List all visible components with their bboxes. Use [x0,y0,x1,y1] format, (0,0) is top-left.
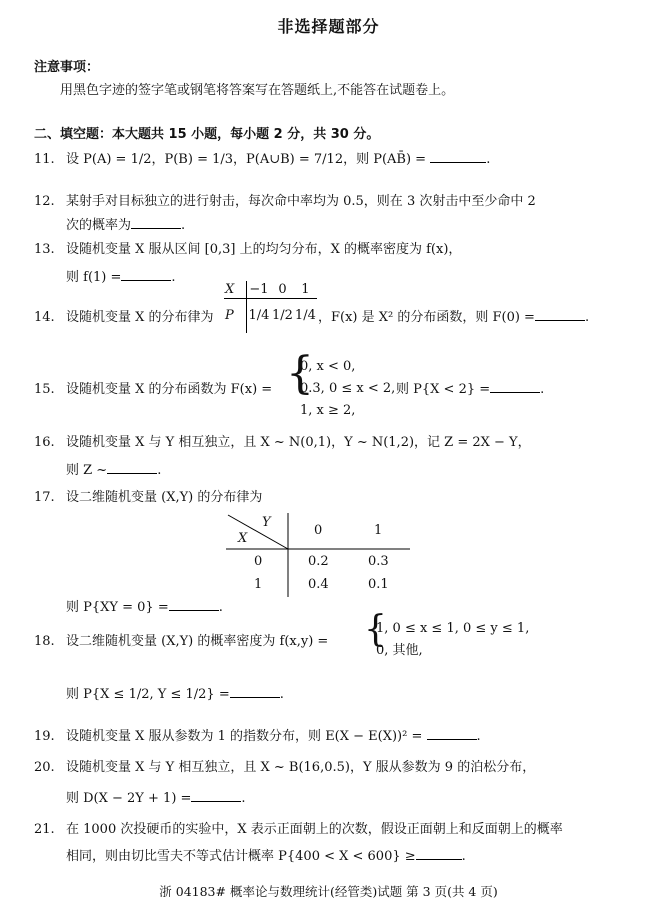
question-text: 则 Z ~ [66,463,108,478]
table-cell: 0.4 [308,577,329,592]
answer-blank [490,380,540,393]
question-text: 相同，则由切比雪夫不等式估计概率 P{400 < X < 600} ≥ [66,849,416,864]
piecewise-cases [376,618,529,662]
question-number: 19. [34,729,55,744]
page-footer: 浙 04183# 概率论与数理统计(经管类)试题 第 3 页(共 4 页) [159,884,498,899]
question-text: 设随机变量 X 与 Y 相互独立，且 X ~ N(0,1)，Y ~ N(1,2)，记 Z = 2X − Y， [66,435,531,450]
row-header: 1 [254,577,263,592]
question-19: 19. 设随机变量 X 服从参数为 1 的指数分布，则 E(X − E(X))² = . [34,729,481,744]
question-number: 11. [34,152,55,167]
row-header: 0 [254,554,263,569]
question-11: 11. 设 P(A) = 1/2，P(B) = 1/3，P(A∪B) = 7/12，则 P(AB̄) = . [34,152,491,167]
question-number: 20. [34,760,55,775]
question-text: 则 P{X ≤ 1/2, Y ≤ 1/2} = [66,687,230,702]
row-var-label: X [238,531,248,546]
table-cell: 0.2 [308,554,329,569]
question-21 [34,818,563,837]
question-18 [34,630,328,649]
piecewise-cases [300,356,395,422]
question-text: 在 1000 次投硬币的实验中，X 表示正面朝上的次数，假设正面朝上和反面朝上的概率 [66,822,563,837]
question-text: ，F(x) 是 X² 的分布函数，则 F(0) = [318,310,535,325]
question-number: 16. [34,435,55,450]
table-cell: 1/2 [272,308,293,324]
question-text: 设随机变量 X 的分布函数为 F(x) = [66,382,273,397]
question-number: 13. [34,242,55,257]
question-20 [34,756,535,775]
question-text: 设随机变量 X 服从区间 [0,3] 上的均匀分布，X 的概率密度为 f(x)， [66,242,462,257]
section-heading: 二、填空题：本大题共 15 小题，每小题 2 分，共 30 分。 [34,127,380,142]
table-cell: 0.3 [368,554,389,569]
question-14-suffix: ，F(x) 是 X² 的分布函数，则 F(0) = . [318,310,590,325]
page-title: 非选择题部分 [277,17,380,36]
question-number: 12. [34,194,55,209]
answer-blank [230,685,280,698]
col-header: 1 [374,523,383,538]
case-line: 0.3, 0 ≤ x < 2, [300,381,396,396]
table-cell: 1/4 [248,308,270,324]
question-text: 设随机变量 X 与 Y 相互独立，且 X ~ B(16,0.5)，Y 服从参数为 9 的泊松分布， [66,760,536,775]
table-header-cell: 1 [294,281,317,299]
table-header-cell: −1 [247,281,272,299]
question-number: 17. [34,490,55,505]
question-text: 则 D(X − 2Y + 1) = [66,791,192,806]
question-12 [34,190,536,209]
answer-blank [535,308,585,321]
case-line: 1, x ≥ 2, [300,403,356,418]
question-text: 设随机变量 X 服从参数为 1 的指数分布，则 E(X − E(X))² = [66,729,423,744]
distribution-table [224,281,317,333]
question-18-cont: 则 P{X ≤ 1/2, Y ≤ 1/2} = . [66,687,284,702]
question-12-cont: 次的概率为 . [66,218,186,233]
table-row-label: P [224,299,247,333]
left-brace: { [364,609,387,650]
question-13 [34,238,461,257]
case-line: 0, x < 0, [300,359,356,374]
case-line: 1, 0 ≤ x ≤ 1, 0 ≤ y ≤ 1, [376,621,530,636]
question-text: 则 f(1) = [66,270,122,285]
question-text: 设随机变量 X 的分布律为 [66,310,214,325]
answer-blank [169,598,219,611]
question-15 [34,378,272,397]
question-17 [34,486,262,505]
col-header: 0 [314,523,323,538]
answer-blank [131,216,181,229]
question-text: 设 P(A) = 1/2，P(B) = 1/3，P(A∪B) = 7/12，则 P(AB̄) = [66,152,427,167]
question-text: 次的概率为 [66,218,132,233]
question-number: 14. [34,310,55,325]
question-number: 18. [34,634,55,649]
col-var-label: Y [262,515,271,530]
table-header-cell: X [224,281,247,299]
left-brace: { [286,348,314,399]
question-13-cont: 则 f(1) = . [66,270,176,285]
answer-blank [191,789,241,802]
answer-blank [430,150,486,163]
question-16 [34,431,531,450]
question-text: 设二维随机变量 (X,Y) 的分布律为 [66,490,263,505]
notice-text: 用黑色字迹的签字笔或钢笔将答案写在答题纸上,不能答在试题卷上。 [60,83,455,98]
answer-blank [107,461,157,474]
question-text: 设二维随机变量 (X,Y) 的概率密度为 f(x,y) = [66,634,329,649]
question-14 [34,306,214,325]
question-21-cont: 相同，则由切比雪夫不等式估计概率 P{400 < X < 600} ≥ . [66,849,466,864]
question-text: 则 P{X < 2} = [396,382,491,397]
question-15-suffix: 则 P{X < 2} = . [396,382,545,397]
table-header-cell: 0 [271,281,294,299]
table-cell: 0.1 [368,577,389,592]
table-cell: 1/4 [294,308,316,324]
question-16-cont: 则 Z ~ . [66,463,162,478]
answer-blank [121,268,171,281]
question-number: 21. [34,822,55,837]
question-text: 则 P{XY = 0} = [66,600,169,615]
question-number: 15. [34,382,55,397]
question-20-cont: 则 D(X − 2Y + 1) = . [66,791,246,806]
case-line: 0, 其他, [376,643,423,658]
notice-heading: 注意事项： [34,60,100,75]
question-text: 某射手对目标独立的进行射击，每次命中率均为 0.5，则在 3 次射击中至少命中 2 [66,194,536,209]
answer-blank [416,847,462,860]
joint-distribution-table [226,513,410,597]
answer-blank [427,727,477,740]
question-17-cont: 则 P{XY = 0} = . [66,600,223,615]
